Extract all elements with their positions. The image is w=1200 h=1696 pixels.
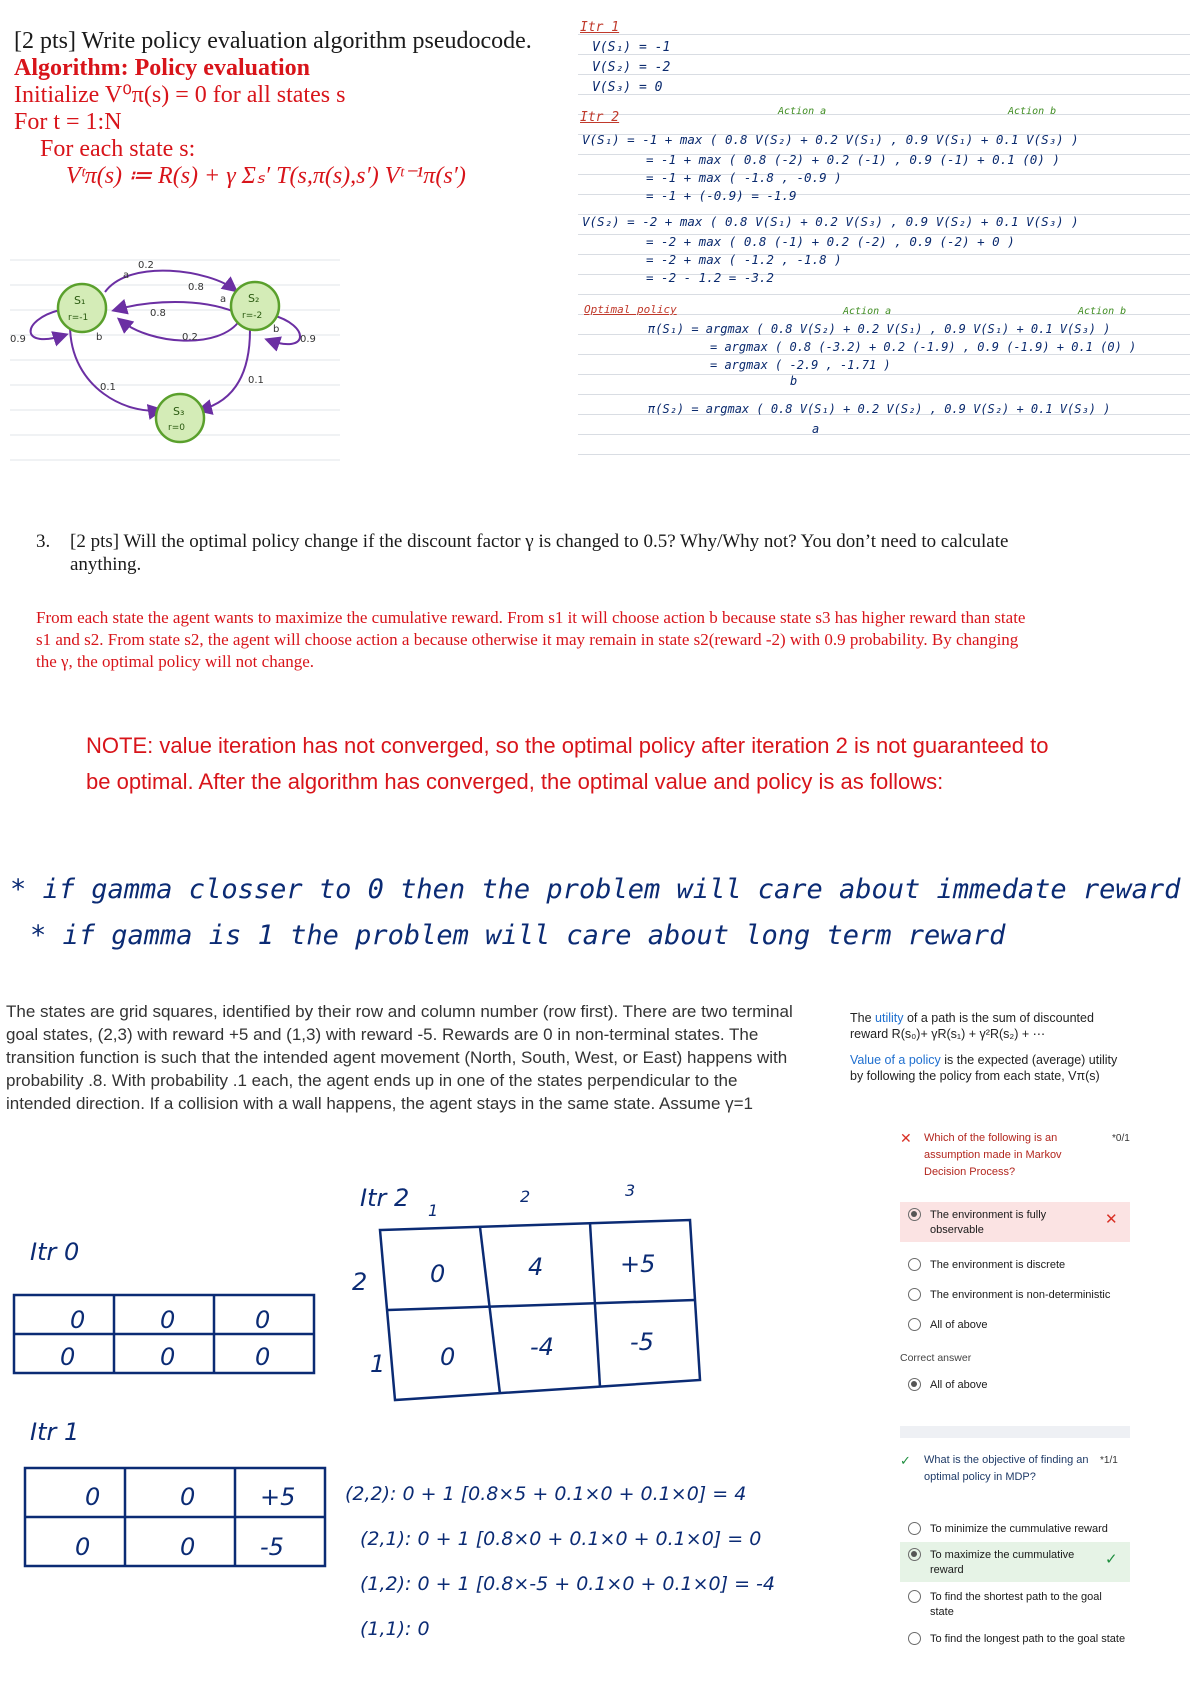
- itr2-cell-1-0: 0: [440, 1343, 456, 1371]
- itr1-cell-0-0: 0: [85, 1483, 101, 1511]
- state-s3-label: S₃: [173, 405, 185, 418]
- itr2-cell-0-0: 0: [430, 1260, 446, 1288]
- correct-check-icon: ✓: [900, 1453, 911, 1468]
- vs2-line-1: = -2 + max ( 0.8 (-1) + 0.2 (-2) , 0.9 (-2) + 0 ): [646, 234, 1015, 249]
- handwritten-notes: [578, 18, 1190, 458]
- algorithm-title: Algorithm: Policy evaluation: [14, 55, 310, 81]
- itr0-cell-0-1: 0: [160, 1306, 176, 1334]
- itr1-cell-1-1: 0: [180, 1533, 196, 1561]
- divider: [900, 1426, 1130, 1438]
- itr1-cell-0-1: 0: [180, 1483, 196, 1511]
- edge-label-8: a: [123, 270, 130, 281]
- question-2-text: What is the objective of finding an optimal policy in MDP?: [924, 1454, 1089, 1483]
- edge-label-6: 0.1: [100, 382, 116, 393]
- q1-option-0[interactable]: The environment is fully observable: [908, 1208, 1098, 1238]
- edge-label-1: 0.8: [188, 282, 204, 293]
- itr0-label: Itr 0: [30, 1238, 80, 1266]
- value-line: Value of a policy is the expected (average) utility by following the policy from each state, Vπ(s): [850, 1053, 1118, 1083]
- edge-label-5: 0.9: [300, 334, 316, 345]
- edge-label-2: 0.8: [150, 308, 166, 319]
- vs2-line-3: = -2 - 1.2 = -3.2: [646, 270, 774, 285]
- edge-label-10: b: [96, 332, 103, 343]
- itr1-line-0: V(S₁) = -1: [592, 40, 671, 55]
- vs2-line-2: = -2 + max ( -1.2 , -1.8 ): [646, 252, 842, 267]
- pseudocode-heading: [2 pts] Write policy evaluation algorithm pseudocode.: [14, 28, 532, 54]
- question-3-answer: From each state the agent wants to maximize the cumulative reward. From s1 it will choose action b because state s3 has higher reward than state s1 and s2. From state s2, the agent will choose action a because otherwise it may remain in state s2(reward -2) with 0.9 probability. By changing the γ, the optimal policy will not change.: [36, 608, 1026, 671]
- itr0-cell-1-2: 0: [255, 1343, 271, 1371]
- optimal-policy-label: Optimal policy: [584, 303, 677, 316]
- pi-line-5: a: [812, 422, 820, 436]
- state-s3-reward: r=0: [168, 423, 185, 433]
- for-each-line: For each state s:: [40, 136, 196, 162]
- itr2-grid-border: [380, 1220, 700, 1400]
- question-3-text: [2 pts] Will the optimal policy change if the discount factor γ is changed to 0.5? Why/Why not? You don’t need to calculate anything.: [70, 531, 1009, 575]
- for-line: For t = 1:N: [14, 109, 122, 135]
- pi-line-0: π(S₁) = argmax ( 0.8 V(S₂) + 0.2 V(S₁) , 0.9 V(S₁) + 0.1 V(S₃) ): [648, 322, 1111, 336]
- q2-option-0[interactable]: To minimize the cummulative reward: [908, 1522, 1138, 1537]
- init-line: Initialize V⁰π(s) = 0 for all states s: [14, 82, 346, 108]
- gridworld-description: The states are grid squares, identified by their row and column number (row first). There are two terminal goal states, (2,3) with reward +5 and (1,3) with reward -5. Rewards are 0 in non-terminal states. The transition function is such that the intended agent movement (North, South, West, or East) happens with probability .8. With probability .1 each, the agent ends up in one of the states perpendicular to the intended direction. If a collision with a wall happens, the agent stays in the same state. Assume γ=1: [6, 1002, 793, 1113]
- itr1-line-1: V(S₂) = -2: [592, 60, 671, 75]
- itr1-cell-1-0: 0: [75, 1533, 91, 1561]
- action-b-label: Action b: [1008, 106, 1057, 117]
- vs1-line-2: = -1 + max ( -1.8 , -0.9 ): [646, 170, 842, 185]
- itr2-col-3: 3: [625, 1181, 636, 1200]
- radio-selected-icon: [908, 1208, 921, 1221]
- q1-option-3[interactable]: All of above: [908, 1318, 1138, 1333]
- vs1-line-3: = -1 + (-0.9) = -1.9: [646, 188, 797, 203]
- q2-option-2[interactable]: To find the shortest path to the goal state: [908, 1590, 1128, 1620]
- state-s2: [231, 282, 279, 330]
- itr2-cell-1-2: -5: [630, 1328, 654, 1356]
- radio-icon: [908, 1288, 921, 1301]
- itr2-row-1: 1: [370, 1350, 386, 1378]
- pi-line-4: π(S₂) = argmax ( 0.8 V(S₁) + 0.2 V(S₂) , 0.9 V(S₂) + 0.1 V(S₃) ): [648, 402, 1111, 416]
- calc-line-0: (2,2): 0 + 1 [0.8×5 + 0.1×0 + 0.1×0] = 4: [345, 1483, 747, 1505]
- calc-line-2: (1,2): 0 + 1 [0.8×-5 + 0.1×0 + 0.1×0] = -4: [360, 1573, 775, 1595]
- itr2-cell-0-1: 4: [528, 1253, 544, 1281]
- edge-s1-s3: [70, 325, 160, 411]
- question-2-score: *1/1: [1100, 1455, 1118, 1466]
- itr0-cell-0-0: 0: [70, 1306, 86, 1334]
- question-1-text: Which of the following is an assumption made in Markov Decision Process?: [924, 1132, 1062, 1178]
- vs1-line-0: V(S₁) = -1 + max ( 0.8 V(S₂) + 0.2 V(S₁) , 0.9 V(S₁) + 0.1 V(S₃) ): [582, 132, 1079, 147]
- action-a-label: Action a: [778, 106, 827, 117]
- utility-definition: [850, 1010, 1130, 1084]
- itr1-cell-1-2: -5: [260, 1533, 284, 1561]
- itr1-label: Itr 1: [580, 20, 620, 35]
- itr2-label: Itr 2: [360, 1184, 410, 1212]
- q1-option-2[interactable]: The environment is non-deterministic: [908, 1288, 1138, 1303]
- radio-icon: [908, 1318, 921, 1331]
- wrong-mark-icon: ✕: [1105, 1211, 1118, 1228]
- gamma-note-1: * if gamma is 1 the problem will care about long term reward: [30, 920, 1006, 951]
- radio-icon: [908, 1590, 921, 1603]
- radio-selected-icon: [908, 1378, 921, 1391]
- vs1-line-1: = -1 + max ( 0.8 (-2) + 0.2 (-1) , 0.9 (-1) + 0.1 (0) ): [646, 152, 1060, 167]
- edge-label-7: 0.1: [248, 375, 264, 386]
- convergence-note: NOTE: value iteration has not converged, so the optimal policy after iteration 2 is not guaranteed to be optimal. After the algorithm has converged, the optimal value and policy is as follows:: [86, 733, 1049, 794]
- correct-answer-label: Correct answer: [900, 1352, 972, 1364]
- gamma-note-0: * if gamma closser to 0 then the problem will care about immedate reward: [10, 874, 1181, 905]
- itr2-row-2: 2: [352, 1268, 368, 1296]
- state-s2-reward: r=-2: [242, 311, 263, 321]
- calc-line-3: (1,1): 0: [360, 1618, 430, 1640]
- edge-label-0: 0.2: [138, 260, 154, 271]
- state-s3: [156, 394, 204, 442]
- q1-option-1[interactable]: The environment is discrete: [908, 1258, 1138, 1273]
- pi-line-1: = argmax ( 0.8 (-3.2) + 0.2 (-1.9) , 0.9 (-1.9) + 0.1 (0) ): [710, 340, 1137, 354]
- radio-icon: [908, 1522, 921, 1535]
- edge-label-9: a: [220, 294, 227, 305]
- edge-label-3: 0.2: [182, 332, 198, 343]
- wrong-icon: ✕: [900, 1130, 912, 1146]
- radio-icon: [908, 1258, 921, 1271]
- edge-label-4: 0.9: [10, 334, 26, 345]
- state-s1: [58, 284, 106, 332]
- itr2-cell-1-1: -4: [530, 1333, 554, 1361]
- itr2-cell-0-2: +5: [620, 1250, 656, 1278]
- utility-line-1: The utility of a path is the sum of discounted reward R(s₀)+ γR(s₁) + γ²R(s₂) + ⋯: [850, 1011, 1094, 1041]
- itr2-col-2: 2: [520, 1187, 531, 1206]
- itr2-label: Itr 2: [580, 110, 620, 125]
- question-3: [36, 530, 1036, 576]
- quiz-panel: [900, 1130, 1180, 1690]
- itr0-cell-1-0: 0: [60, 1343, 76, 1371]
- itr1-label: Itr 1: [30, 1418, 80, 1446]
- edge-s2-s3: [200, 330, 250, 410]
- question-3-number: 3.: [36, 531, 51, 552]
- radio-selected-icon: [908, 1548, 921, 1561]
- mdp-diagram: [10, 240, 340, 480]
- correct-answer: All of above: [908, 1378, 1138, 1393]
- right-mark-icon: ✓: [1105, 1551, 1118, 1568]
- state-s1-label: S₁: [74, 294, 86, 307]
- grid-iterations: [0, 1160, 840, 1690]
- value-of-policy-term: Value of a policy: [850, 1053, 941, 1067]
- itr1-cell-0-2: +5: [260, 1483, 296, 1511]
- pi-line-3: b: [790, 374, 798, 388]
- update-line: Vᵗπ(s) ≔ R(s) + γ Σₛ′ T(s,π(s),s′) Vᵗ⁻¹π(s′): [66, 163, 466, 189]
- itr2-col-1: 1: [428, 1201, 439, 1220]
- state-s2-label: S₂: [248, 292, 260, 305]
- q2-option-3[interactable]: To find the longest path to the goal state: [908, 1632, 1128, 1647]
- edge-label-11: b: [273, 324, 280, 335]
- pi-line-2: = argmax ( -2.9 , -1.71 ): [710, 358, 891, 372]
- edge-s2-s1-lower: [120, 320, 240, 341]
- vs2-line-0: V(S₂) = -2 + max ( 0.8 V(S₁) + 0.2 V(S₃) , 0.9 V(S₂) + 0.1 V(S₃) ): [582, 214, 1079, 229]
- pseudocode-block: [14, 28, 574, 190]
- state-s1-reward: r=-1: [68, 313, 89, 323]
- action-a-label-2: Action a: [843, 306, 892, 317]
- utility-term: utility: [875, 1011, 904, 1025]
- itr1-line-2: V(S₃) = 0: [592, 80, 663, 95]
- question-1-score: *0/1: [1112, 1133, 1130, 1144]
- q2-option-1[interactable]: To maximize the cummulative reward: [908, 1548, 1098, 1578]
- radio-icon: [908, 1632, 921, 1645]
- action-b-label-2: Action b: [1078, 306, 1127, 317]
- itr0-cell-1-1: 0: [160, 1343, 176, 1371]
- itr0-cell-0-2: 0: [255, 1306, 271, 1334]
- calc-line-1: (2,1): 0 + 1 [0.8×0 + 0.1×0 + 0.1×0] = 0: [360, 1528, 762, 1550]
